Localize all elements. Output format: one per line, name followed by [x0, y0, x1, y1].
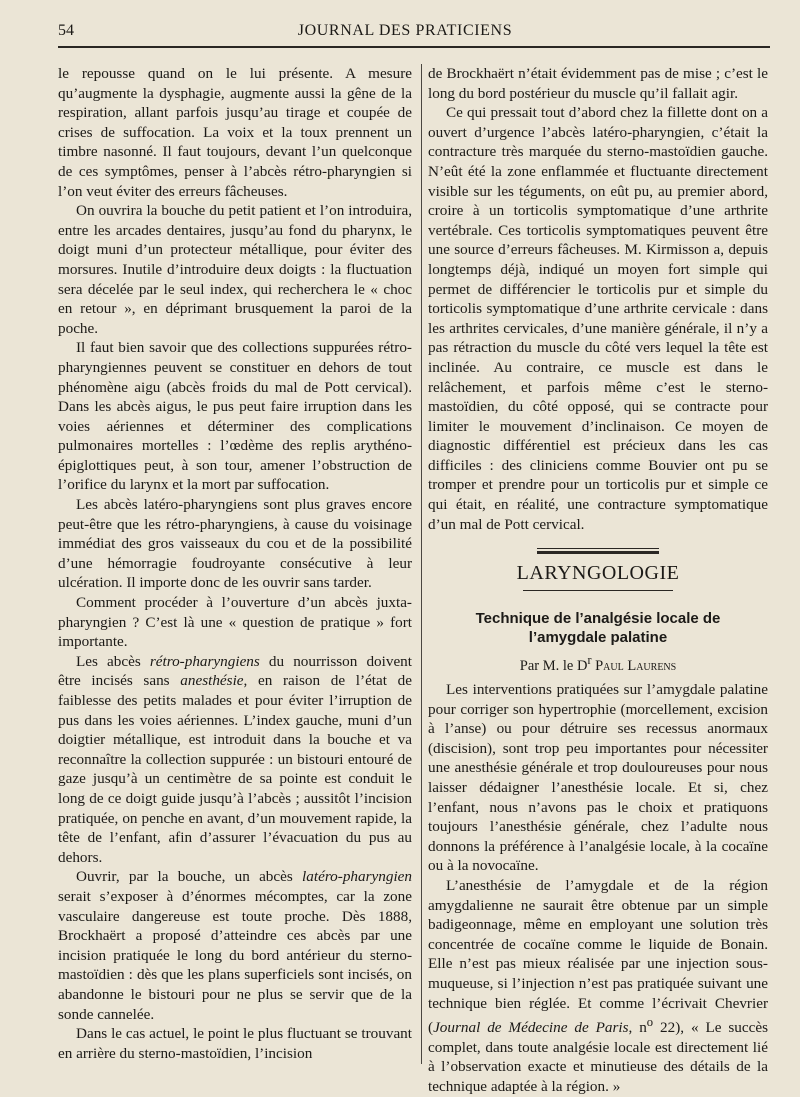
journal-title: JOURNAL DES PRATICIENS — [297, 22, 513, 39]
paragraph: L’anesthésie de l’amygdale et de la région amygdalienne ne saurait être obtenue par un simple badigeonnage, même en employant une solution très concentrée de cocaïne comme le liquide de Bonain. Elle n’est pas mieux réalisée par une injection sous-muqueuse, si l’injection n’est pas pratiquée suivant une technique bien réglée. Et comme l’écrivait Chevrier (Journal de Médecine de Paris, $n^o$ 22), « Le succès complet, dans toute analgésie locale est directement lié à l’observation exacte et minutieuse des détails de la technique adaptée à la région. » — [428, 877, 768, 1096]
paragraph: On ouvrira la bouche du petit patient et l’on introduira, entre les arcades dentaires, jusqu’au fond du pharynx, le doigt muni d’un protecteur métallique, pour éviter des morsures. Inutile d’introduire deux doigts : la fluctuation sera décelée par le seul index, qui recherchera le « choc en retour », en déprimant brusquement la paroi de la poche. — [58, 202, 412, 337]
paragraph: Dans le cas actuel, le point le plus fluctuant se trouvant en arrière du sterno-mastoïdien, l’incision — [58, 1025, 412, 1062]
section-title: LARYNGOLOGIE — [516, 562, 680, 585]
byline-author: Paul Laurens — [595, 658, 677, 675]
paragraph: le repousse quand on le lui présente. A mesure qu’augmente la dysphagie, augmente aussi la gêne de la respiration, allant parfois jusqu’au tirage et coupée de crises de suffocation. La voix et la toux prennent un timbre nasonné. Il faut toujours, devant l’un quelconque de ces symptômes, penser à l’abcès rétro-pharyngien si l’on veut éviter des erreurs fâcheuses. — [58, 65, 412, 200]
page-header — [40, 20, 770, 46]
byline-sup: r — [587, 653, 592, 668]
paragraph: Les abcès rétro-pharyngiens du nourrisson doivent être incisés sans anesthésie, en raison de l’état de faiblesse des petits malades et pour éviter l’irruption de pus dans les voies aériennes. L’index gauche, muni d’un doigtier métallique, est introduit dans la bouche et va reconnaître la collection suppurée : un bistouri entouré de gaze jusqu’à un centimètre de sa pointe est conduit le long de ce doigt guide jusqu’à l’abcès ; aussitôt l’incision pratiquée, on penche en avant, d’un mouvement rapide, la tête de l’enfant, afin d’assurer l’évacuation du pus au dehors. — [58, 652, 412, 866]
section-ornament — [537, 548, 659, 554]
section-rule — [523, 590, 673, 591]
paragraph: Les interventions pratiquées sur l’amygdale palatine pour corriger son hypertrophie (morcellement, excision à l’anse) ou pour détruire ses recessus anormaux (discision), sont trop peu importantes pour nécessiter une anesthésie générale et trop douloureuses pour nous laisser dédaigner l’anesthésie locale. Et si, chez l’enfant, nous n’avons pas le choix et pratiquons toujours l’anesthésie générale, chez l’adulte nous donnons la préférence à l’analgésie locale, à la cocaïne ou à la novocaïne. — [428, 681, 768, 875]
paragraph: Ce qui pressait tout d’abord chez la fillette dont on a ouvert d’urgence l’abcès latéro-pharyngien, c’était la contracture très marquée du sterno-mastoïdien gauche. N’eût été la zone enflammée et fluctuante directement visible sur les téguments, on eût pu, au premier abord, croire à un torticolis symptomatique d’une arthrite vertébrale. Ces torticolis symptomatiques peuvent être une source d’erreurs fâcheuses. M. Kirmisson a, depuis longtemps déjà, indiqué un moyen fort simple qui permet de différencier le torticolis pur et simple du torticolis symptomatique d’une arthrite cervicale : dans les arthrites cervicales, d’une manière générale, il n’y a pas rétraction du muscle du côté vers lequel la tête est inclinée. Au contraire, ce muscle est dans le relâchement, et parfois même c’est le sterno-mastoïdien, du côté opposé, qui se contracte pour limiter le mouvement d’inclinaison. Ce moyen de diagnostic différentiel est précieux dans les cas difficiles : des cliniciens comme Bouvier ont pu se tromper et prendre pour un torticolis pur et simple ce qui était, en réalité, une contracture symptomatique d’un mal de Pott cervical. — [428, 104, 768, 533]
column-divider — [421, 64, 422, 1064]
paragraph: Ouvrir, par la bouche, un abcès latéro-pharyngien serait s’exposer à d’énormes mécomptes, car la zone vasculaire dangereuse est toute proche. Dès 1888, Brockhaërt a proposé d’atteindre ces abcès par une incision pratiquée le long du bord antérieur du sterno-mastoïdien : dès que les plans superficiels sont incisés, on abandonne le bistouri pour ne plus se servir que de la sonde cannelée. — [58, 868, 412, 1023]
article-title-line-2: l’amygdale palatine — [528, 629, 668, 647]
article-title-line-1: Technique de l’analgésie locale de — [475, 610, 721, 628]
header-rule — [58, 46, 770, 48]
page-number: 54 — [58, 22, 74, 39]
paragraph: Les abcès latéro-pharyngiens sont plus graves encore peut-être que les rétro-pharyngiens, à cause du voisinage immédiat des gros vaisseaux du cou et de la possibilité d’une hémorragie foudroyante consécutive à leur ulcération. Il importe donc de les ouvrir sans tarder. — [58, 496, 412, 592]
right-column-continuation — [428, 64, 768, 534]
article-byline — [428, 650, 768, 676]
paragraph: Il faut bien savoir que des collections suppurées rétro-pharyngiennes peuvent se constituer en dehors de tout phénomène aigu (abcès froids du mal de Pott cervical). Dans les abcès aigus, le pus peut faire irruption dans les voies aériennes et déterminer des complications pulmonaires mortelles : l’œdème des replis arythéno-épiglottiques peut, à son tour, amener l’obstruction de l’orifice du larynx et la mort par suffocation. — [58, 339, 412, 494]
article-body — [428, 680, 768, 1097]
left-column — [58, 64, 412, 1063]
paragraph: de Brockhaërt n’était évidemment pas de mise ; c’est le long du bord postérieur du muscle qu’il fallait agir. — [428, 65, 768, 102]
byline-prefix: Par M. le D — [519, 658, 588, 675]
article-title — [428, 609, 768, 647]
right-column — [428, 64, 768, 1097]
paragraph: Comment procéder à l’ouverture d’un abcès juxta-pharyngien ? C’est là une « question de pratique » fort importante. — [58, 594, 412, 651]
